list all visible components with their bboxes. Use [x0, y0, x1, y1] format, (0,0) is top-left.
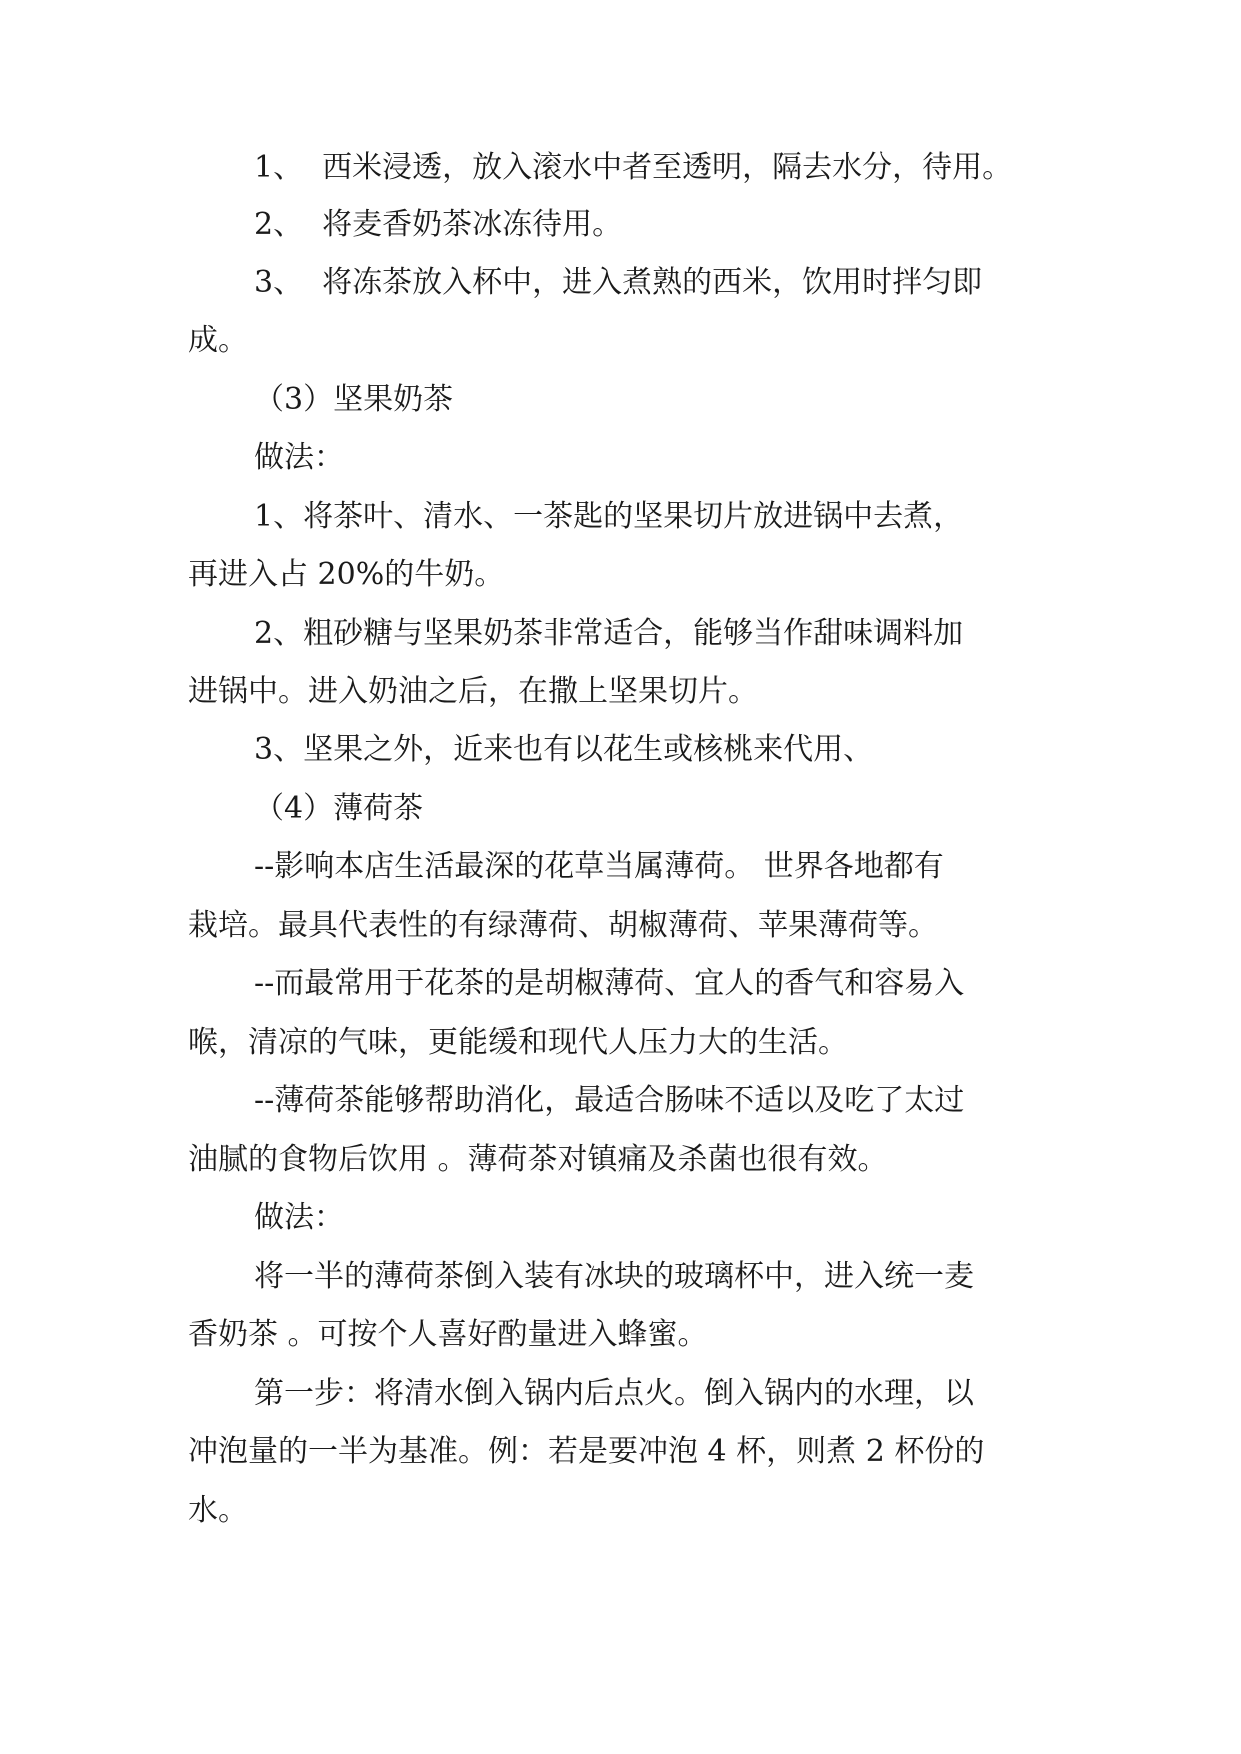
- text-line: 喉，清凉的气味，更能缓和现代人压力大的生活。: [188, 1025, 848, 1060]
- text-line: 再进入占 20%的牛奶。: [188, 557, 505, 592]
- text-line: 1、 西米浸透，放入滚水中者至透明，隔去水分，待用。: [254, 150, 1013, 185]
- text-line: 进锅中。进入奶油之后，在撒上坚果切片。: [188, 674, 758, 709]
- text-line: --影响本店生活最深的花草当属薄荷。 世界各地都有: [254, 849, 944, 884]
- text-line: 栽培。最具代表性的有绿薄荷、胡椒薄荷、苹果薄荷等。: [188, 908, 938, 943]
- text-line: --而最常用于花茶的是胡椒薄荷、宜人的香气和容易入: [254, 966, 965, 1001]
- text-line: 做法：: [254, 1200, 344, 1235]
- text-line: 1、将茶叶、清水、一茶匙的坚果切片放进锅中去煮，: [254, 499, 964, 534]
- text-line: --薄荷茶能够帮助消化，最适合肠味不适以及吃了太过: [254, 1083, 965, 1118]
- text-line: 3、坚果之外，近来也有以花生或核桃来代用、: [254, 732, 874, 767]
- text-line: 2、 将麦香奶茶冰冻待用。: [254, 207, 623, 242]
- section-heading: （3）坚果奶茶: [254, 382, 454, 417]
- text-line: 油腻的食物后饮用 。薄荷茶对镇痛及杀菌也很有效。: [188, 1142, 888, 1177]
- text-line: 成。: [188, 323, 248, 358]
- text-line: 2、粗砂糖与坚果奶茶非常适合，能够当作甜味调料加: [254, 616, 964, 651]
- section-heading: （4）薄荷茶: [254, 791, 424, 826]
- text-line: 第一步：将清水倒入锅内后点火。倒入锅内的水理，以: [254, 1376, 974, 1411]
- text-line: 3、 将冻茶放入杯中，进入煮熟的西米，饮用时拌匀即: [254, 265, 983, 300]
- text-line: 冲泡量的一半为基准。例：若是要冲泡 4 杯，则煮 2 杯份的: [188, 1434, 985, 1469]
- text-line: 做法：: [254, 440, 344, 475]
- text-line: 将一半的薄荷茶倒入装有冰块的玻璃杯中，进入统一麦: [254, 1259, 974, 1294]
- text-line: 香奶茶 。可按个人喜好酌量进入蜂蜜。: [188, 1317, 708, 1352]
- text-line: 水。: [188, 1493, 248, 1528]
